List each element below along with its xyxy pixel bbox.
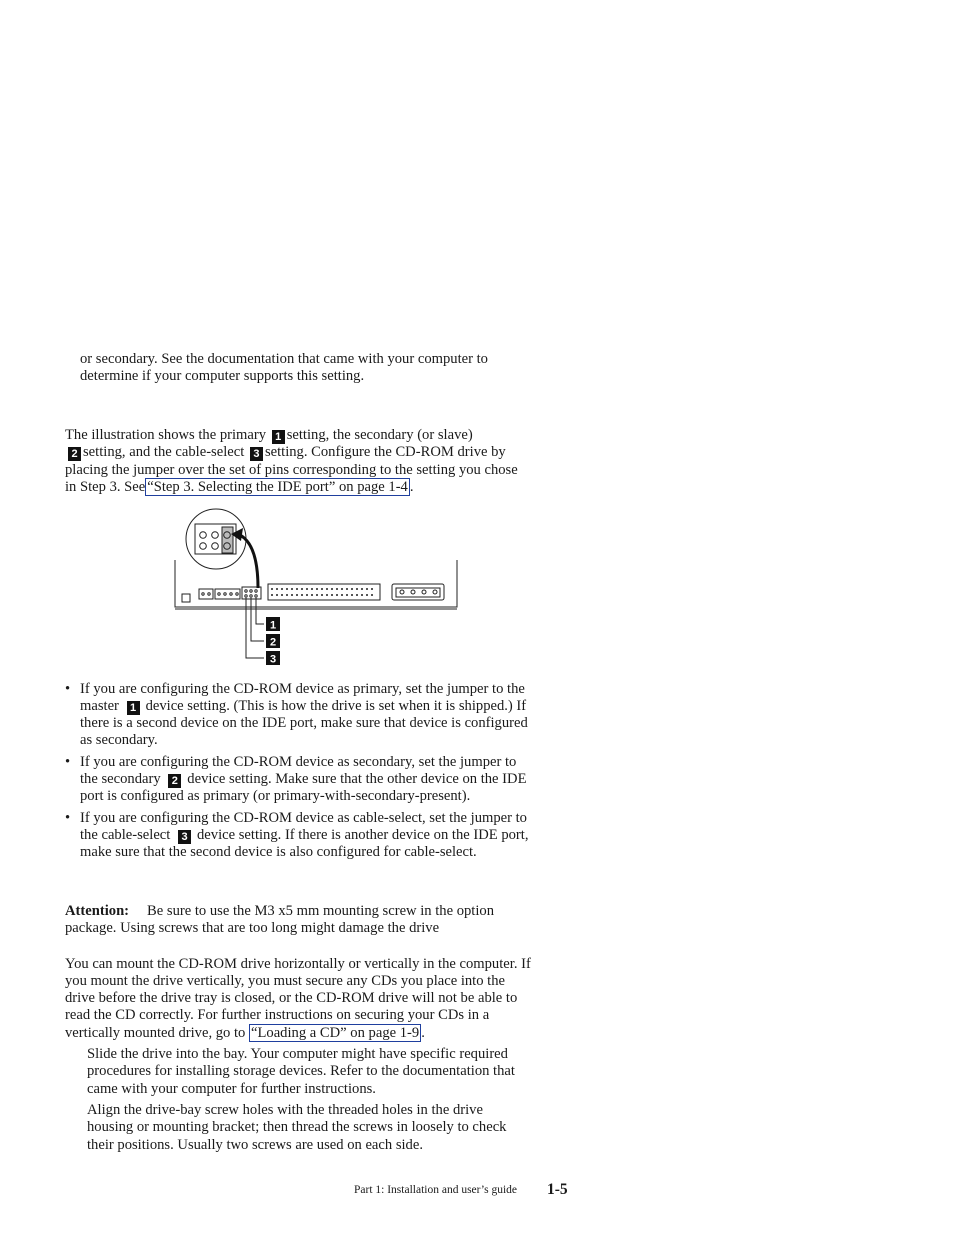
para2-text: . [421,1025,425,1041]
callout-badge-2: 2 [168,774,181,788]
callout-badge-1: 1 [127,701,140,715]
step1-line-1: Slide the drive into the bay. Your computer might have specific required [87,1046,508,1062]
para1-text: The illustration shows the primary [65,427,267,443]
callout-badge-2: 2 [68,447,81,461]
bullet3-line-3: make sure that the second device is also configured for cable-select. [80,844,477,860]
bullet1-line-2 [80,698,526,715]
step1-line-2: procedures for installing storage devices. Refer to the documentation that [87,1063,515,1079]
bullet3-text: device setting. If there is another device on the IDE port, [197,827,529,843]
intro-line-1: or secondary. See the documentation that came with your computer to [80,351,488,367]
bullet1-text: device setting. (This is how the drive is set when it is shipped.) If [145,698,527,714]
bullet1-line-4: as secondary. [80,732,158,748]
attention-label: Attention: [65,903,130,919]
para1-text: setting. Configure the CD-ROM drive by [264,444,506,460]
bullet2-line-3: port is configured as primary (or primary-with-secondary-present). [80,788,471,804]
callout-badge-3: 3 [178,830,191,844]
step2-line-1: Align the drive-bay screw holes with the threaded holes in the drive [87,1102,483,1118]
bullet2-line-2 [80,771,526,788]
bullet3-line-2 [80,827,528,844]
link-loading-a-cd[interactable]: “Loading a CD” on page 1-9 [251,1025,420,1041]
para1-text: in Step 3. See [65,479,146,495]
bullet2-text: the secondary [80,771,161,787]
callout-badge-3: 3 [250,447,263,461]
para2-line-2: you mount the drive vertically, you must secure any CDs you place into the [65,973,506,989]
bullet-marker: • [65,810,71,826]
intro-line-2: determine if your computer supports this setting. [80,368,365,384]
para2-text: vertically mounted drive, go to [65,1025,246,1041]
illustration-callout-1: 1 [269,619,277,632]
step2-line-2: housing or mounting bracket; then thread the screws in loosely to check [87,1119,507,1135]
para2-line-3: drive before the drive tray is closed, or the CD-ROM drive will not be able to [65,990,518,1006]
para2-line-5 [65,1025,425,1042]
para2-line-1: You can mount the CD-ROM drive horizontally or vertically in the computer. If [65,956,531,972]
bullet-marker: • [65,681,71,697]
link-step3-ide-port[interactable]: “Step 3. Selecting the IDE port” on page 1-4 [147,479,408,495]
bullet1-line-1: If you are configuring the CD-ROM device as primary, set the jumper to the [80,681,525,697]
attention-line-1 [65,903,494,920]
page-number: 1-5 [547,1181,568,1198]
bullet1-text: master [80,698,119,714]
para1-text: setting, the secondary (or slave) [286,427,473,443]
callout-badge-1: 1 [272,430,285,444]
jumper-arrow [238,534,258,588]
para1-text: . [409,479,414,495]
attention-text: Be sure to use the M3 x5 mm mounting screw in the option [147,903,495,919]
bullet1-line-3: there is a second device on the IDE port, make sure that device is configured [80,715,528,731]
attention-line-2: package. Using screws that are too long might damage the drive [65,920,440,936]
footer-title: Part 1: Installation and user’s guide [354,1184,517,1196]
illustration-callout-3: 3 [269,653,277,666]
illustration-callout-2: 2 [269,636,277,649]
step2-line-3: their positions. Usually two screws are used on each side. [87,1137,423,1153]
para1-text: setting, and the cable-select [83,444,245,460]
bullet2-line-1: If you are configuring the CD-ROM device as secondary, set the jumper to [80,754,517,770]
step1-line-3: came with your computer for further instructions. [87,1081,376,1097]
bullet2-text: device setting. Make sure that the other device on the IDE [187,771,527,787]
para2-line-4: read the CD correctly. For further instructions on securing your CDs in a [65,1007,490,1023]
para1-line-3: placing the jumper over the set of pins corresponding to the setting you chose [65,462,518,478]
bullet-marker: • [65,754,71,770]
ide-connector [268,584,380,600]
bullet3-line-1: If you are configuring the CD-ROM device as cable-select, set the jumper to [80,810,527,826]
bullet3-text: the cable-select [80,827,171,843]
